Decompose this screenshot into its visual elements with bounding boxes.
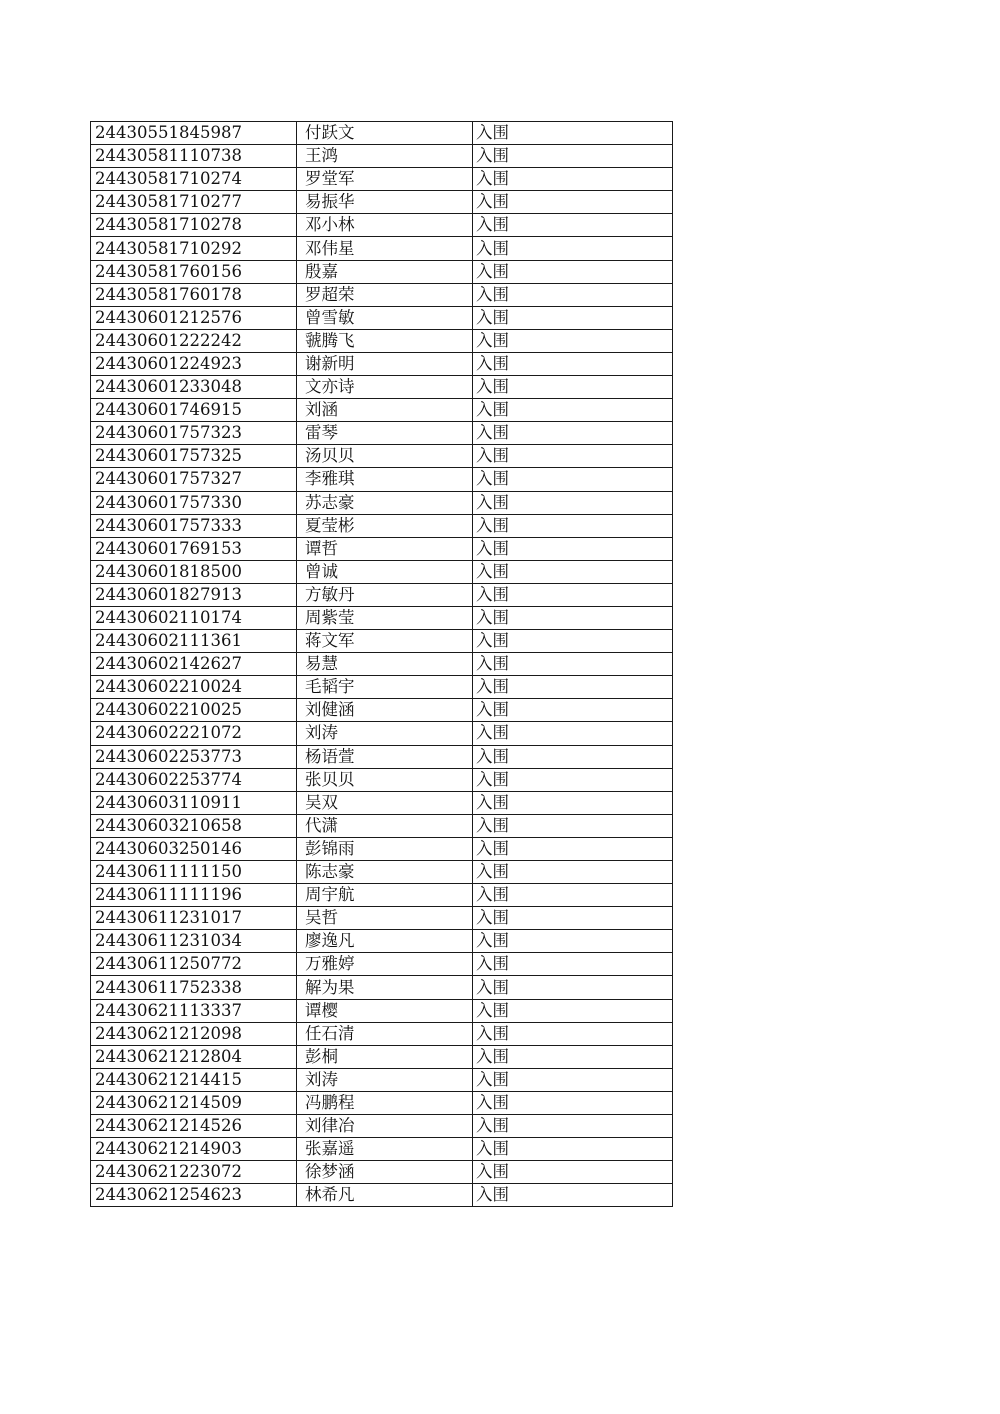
table-row [91,884,673,907]
candidate-name-cell: 代潇 [297,814,473,837]
status-cell: 入围 [473,376,673,399]
status-cell: 入围 [473,676,673,699]
status-cell: 入围 [473,560,673,583]
table-row [91,214,673,237]
table-row [91,1045,673,1068]
table-row [91,560,673,583]
table-row [91,837,673,860]
status-cell: 入围 [473,1045,673,1068]
candidate-id-cell: 24430603110911 [91,791,297,814]
candidate-name-cell: 付跃文 [297,122,473,145]
status-cell: 入围 [473,861,673,884]
candidate-id-cell: 24430602253773 [91,745,297,768]
status-cell: 入围 [473,699,673,722]
candidate-id-cell: 24430601757333 [91,514,297,537]
candidate-id-cell: 24430601757327 [91,468,297,491]
status-cell: 入围 [473,1138,673,1161]
candidate-name-cell: 谭樱 [297,999,473,1022]
candidate-name-cell: 毛韬宇 [297,676,473,699]
status-cell: 入围 [473,306,673,329]
status-cell: 入围 [473,999,673,1022]
candidate-name-cell: 刘涛 [297,1068,473,1091]
table-row [91,907,673,930]
candidate-name-cell: 刘健涵 [297,699,473,722]
table-row [91,283,673,306]
status-cell: 入围 [473,630,673,653]
status-cell: 入围 [473,168,673,191]
table-row [91,399,673,422]
candidate-id-cell: 24430601757330 [91,491,297,514]
candidate-name-cell: 罗堂军 [297,168,473,191]
candidate-name-cell: 虢腾飞 [297,329,473,352]
table-row [91,676,673,699]
candidate-id-cell: 24430621214903 [91,1138,297,1161]
candidate-name-cell: 吴双 [297,791,473,814]
table-row [91,606,673,629]
status-cell: 入围 [473,214,673,237]
table-row [91,1184,673,1207]
candidate-name-cell: 易振华 [297,191,473,214]
table-row [91,630,673,653]
candidate-name-cell: 曾诚 [297,560,473,583]
table-row [91,352,673,375]
table-row [91,1161,673,1184]
table-row [91,930,673,953]
candidate-name-cell: 文亦诗 [297,376,473,399]
candidate-id-cell: 24430581710277 [91,191,297,214]
table-row [91,976,673,999]
table-row [91,861,673,884]
candidate-id-cell: 24430581760178 [91,283,297,306]
candidate-name-cell: 王鸿 [297,145,473,168]
table-row [91,653,673,676]
table-row [91,583,673,606]
status-cell: 入围 [473,191,673,214]
candidate-name-cell: 彭锦雨 [297,837,473,860]
status-cell: 入围 [473,237,673,260]
candidate-id-cell: 24430601757323 [91,422,297,445]
table-row [91,1115,673,1138]
candidate-id-cell: 24430601222242 [91,329,297,352]
status-cell: 入围 [473,976,673,999]
table-row [91,329,673,352]
candidate-id-cell: 24430611111196 [91,884,297,907]
table-row [91,1022,673,1045]
table-row [91,1091,673,1114]
table-row [91,376,673,399]
status-cell: 入围 [473,329,673,352]
table-row [91,145,673,168]
candidate-id-cell: 24430602110174 [91,606,297,629]
candidate-name-cell: 苏志豪 [297,491,473,514]
table-row [91,168,673,191]
candidate-id-cell: 24430602221072 [91,722,297,745]
table-row [91,953,673,976]
table-row [91,306,673,329]
candidate-id-cell: 24430621214509 [91,1091,297,1114]
status-cell: 入围 [473,514,673,537]
table-row [91,468,673,491]
candidate-name-cell: 刘涛 [297,722,473,745]
status-cell: 入围 [473,422,673,445]
candidate-id-cell: 24430621212804 [91,1045,297,1068]
candidate-name-cell: 李雅琪 [297,468,473,491]
status-cell: 入围 [473,930,673,953]
status-cell: 入围 [473,399,673,422]
status-cell: 入围 [473,1161,673,1184]
candidate-name-cell: 陈志豪 [297,861,473,884]
candidate-name-cell: 廖逸凡 [297,930,473,953]
candidate-id-cell: 24430602111361 [91,630,297,653]
table-row [91,514,673,537]
status-cell: 入围 [473,583,673,606]
candidate-id-cell: 24430602210025 [91,699,297,722]
candidate-name-cell: 谢新明 [297,352,473,375]
status-cell: 入围 [473,468,673,491]
table-row [91,422,673,445]
candidate-id-cell: 24430581710292 [91,237,297,260]
table-row [91,699,673,722]
table-row [91,791,673,814]
candidate-id-cell: 24430611111150 [91,861,297,884]
status-cell: 入围 [473,491,673,514]
candidate-name-cell: 周宇航 [297,884,473,907]
table-row [91,537,673,560]
candidate-id-cell: 24430621212098 [91,1022,297,1045]
candidate-name-cell: 谭哲 [297,537,473,560]
candidate-name-cell: 殷嘉 [297,260,473,283]
table-row [91,491,673,514]
status-cell: 入围 [473,884,673,907]
status-cell: 入围 [473,352,673,375]
status-cell: 入围 [473,745,673,768]
table-row [91,122,673,145]
candidate-name-cell: 汤贝贝 [297,445,473,468]
table-row [91,1138,673,1161]
candidate-name-cell: 杨语萱 [297,745,473,768]
table-row [91,191,673,214]
candidate-name-cell: 刘律冶 [297,1115,473,1138]
candidate-id-cell: 24430601757325 [91,445,297,468]
candidate-name-cell: 邓伟星 [297,237,473,260]
status-cell: 入围 [473,907,673,930]
status-cell: 入围 [473,814,673,837]
status-cell: 入围 [473,653,673,676]
candidate-id-cell: 24430601224923 [91,352,297,375]
status-cell: 入围 [473,260,673,283]
results-table-body [91,122,673,1207]
candidate-name-cell: 张贝贝 [297,768,473,791]
candidate-name-cell: 刘涵 [297,399,473,422]
candidate-id-cell: 24430611231034 [91,930,297,953]
candidate-name-cell: 曾雪敏 [297,306,473,329]
status-cell: 入围 [473,145,673,168]
candidate-id-cell: 24430621254623 [91,1184,297,1207]
candidate-name-cell: 万雅婷 [297,953,473,976]
status-cell: 入围 [473,445,673,468]
candidate-name-cell: 冯鹏程 [297,1091,473,1114]
status-cell: 入围 [473,537,673,560]
candidate-name-cell: 吴哲 [297,907,473,930]
candidate-id-cell: 24430581710274 [91,168,297,191]
candidate-id-cell: 24430581760156 [91,260,297,283]
candidate-id-cell: 24430611250772 [91,953,297,976]
candidate-name-cell: 雷琴 [297,422,473,445]
table-row [91,722,673,745]
status-cell: 入围 [473,1022,673,1045]
candidate-name-cell: 易慧 [297,653,473,676]
candidate-name-cell: 解为果 [297,976,473,999]
candidate-name-cell: 邓小林 [297,214,473,237]
candidate-id-cell: 24430601827913 [91,583,297,606]
candidate-name-cell: 徐梦涵 [297,1161,473,1184]
candidate-id-cell: 24430601233048 [91,376,297,399]
table-row [91,237,673,260]
table-row [91,745,673,768]
status-cell: 入围 [473,122,673,145]
table-row [91,814,673,837]
candidate-id-cell: 24430603250146 [91,837,297,860]
table-row [91,1068,673,1091]
candidate-name-cell: 林希凡 [297,1184,473,1207]
candidate-name-cell: 罗超荣 [297,283,473,306]
status-cell: 入围 [473,953,673,976]
candidate-id-cell: 24430611231017 [91,907,297,930]
candidate-id-cell: 24430581710278 [91,214,297,237]
candidate-id-cell: 24430621113337 [91,999,297,1022]
table-row [91,445,673,468]
candidate-id-cell: 24430581110738 [91,145,297,168]
candidate-name-cell: 任石清 [297,1022,473,1045]
candidate-id-cell: 24430621214415 [91,1068,297,1091]
candidate-id-cell: 24430601769153 [91,537,297,560]
candidate-id-cell: 24430603210658 [91,814,297,837]
candidate-name-cell: 蒋文军 [297,630,473,653]
results-table [90,121,673,1207]
status-cell: 入围 [473,722,673,745]
candidate-id-cell: 24430602142627 [91,653,297,676]
candidate-name-cell: 彭桐 [297,1045,473,1068]
candidate-id-cell: 24430551845987 [91,122,297,145]
candidate-id-cell: 24430601818500 [91,560,297,583]
status-cell: 入围 [473,283,673,306]
candidate-id-cell: 24430621214526 [91,1115,297,1138]
status-cell: 入围 [473,837,673,860]
candidate-id-cell: 24430602253774 [91,768,297,791]
status-cell: 入围 [473,768,673,791]
candidate-id-cell: 24430601746915 [91,399,297,422]
table-row [91,999,673,1022]
status-cell: 入围 [473,606,673,629]
candidate-name-cell: 夏莹彬 [297,514,473,537]
status-cell: 入围 [473,1068,673,1091]
candidate-name-cell: 方敏丹 [297,583,473,606]
table-row [91,260,673,283]
table-row [91,768,673,791]
candidate-id-cell: 24430621223072 [91,1161,297,1184]
candidate-id-cell: 24430602210024 [91,676,297,699]
candidate-name-cell: 周紫莹 [297,606,473,629]
status-cell: 入围 [473,1115,673,1138]
candidate-name-cell: 张嘉遥 [297,1138,473,1161]
status-cell: 入围 [473,791,673,814]
candidate-id-cell: 24430601212576 [91,306,297,329]
candidate-id-cell: 24430611752338 [91,976,297,999]
status-cell: 入围 [473,1091,673,1114]
status-cell: 入围 [473,1184,673,1207]
